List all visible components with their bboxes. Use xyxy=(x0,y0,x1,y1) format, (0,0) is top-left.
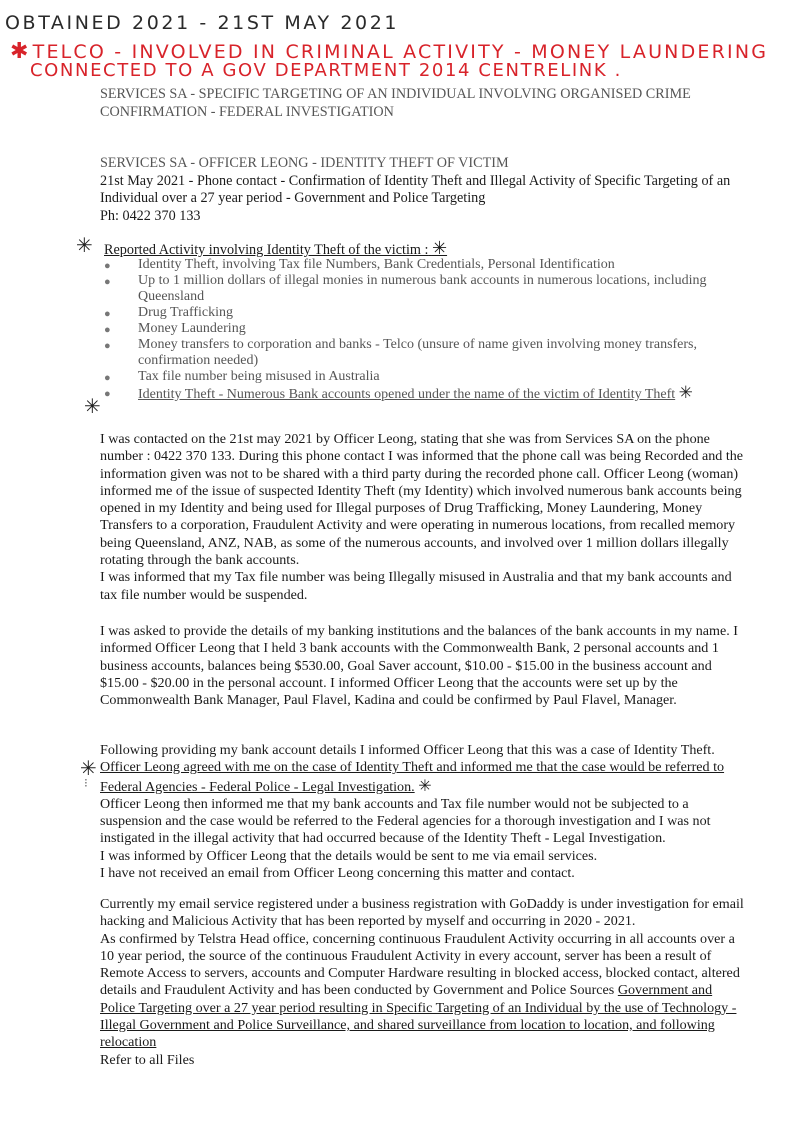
paragraph-text-start: As confirmed by Telstra Head office, concerning continuous Fraudulent Activity occurring in all accounts over a 10 year period, the source of the continuous Fraudulent Activity in every account, server has been a result of Remote Access to servers, accounts and Computer Hardware resulting in blocked access, blocked contact, altered details and Fraudulent Activity and has been conducted by Government and Police Sources xyxy=(100,930,740,999)
paragraph-text: Officer Leong then informed me that my bank accounts and Tax file number would not be subjected to a suspension and the case would be referred to the Federal agencies for a thorough investigation and I was not instigated in the illegal activity that had occurred because of the Identity Theft - Legal Investigation. xyxy=(100,795,711,847)
list-item xyxy=(104,321,754,337)
reported-activity-list xyxy=(104,257,754,403)
paragraph-federal-referral xyxy=(100,742,748,882)
paragraph-text: I was informed that my Tax file number was being Illegally misused in Australia and that my bank accounts and tax file number would be suspended. xyxy=(100,569,732,603)
list-item xyxy=(104,257,754,273)
reported-activity-title xyxy=(104,238,447,259)
list-item-text: Up to 1 million dollars of illegal monies in numerous bank accounts in numerous locations, including Queensland xyxy=(138,273,707,304)
bullet-icon: ● xyxy=(104,372,111,384)
hand-star-icon: ✳ xyxy=(84,394,101,418)
margin-dot-icon: ⁝ xyxy=(84,776,88,790)
paragraph-text: I was asked to provide the details of my banking institutions and the balances of the bank accounts in my name. I informed Officer Leong that I held 3 bank accounts with the Commonwealth Bank, 2 personal accounts and 1 business accounts, balances being $530.00, Goal Saver account, $10.00 - $15.00 in the business account and $15.00 - $20.00 in the personal account. I informed Officer Leong that the accounts were set up by the Commonwealth Bank Manager, Paul Flavel, Kadina and could be confirmed by Paul Flavel, Manager. xyxy=(100,623,738,709)
hand-star-icon: ✳ xyxy=(431,238,448,259)
reported-activity-title-text: Reported Activity involving Identity Theft of the victim : xyxy=(104,242,429,258)
bullet-icon: ● xyxy=(104,276,111,288)
paragraph-text-start: Following providing my bank account details I informed Officer Leong that this was a case of Identity Theft. xyxy=(100,742,715,758)
contact-summary: 21st May 2021 - Phone contact - Confirmation of Identity Theft and Illegal Activity of Specific Targeting of an Individual over a 27 year period - Government and Police Targeting xyxy=(100,172,731,206)
list-item xyxy=(104,369,754,385)
list-item-text: Money transfers to corporation and banks - Telco (unsure of name given involving money transfers, confirmation needed) xyxy=(138,337,698,368)
asterisk-icon: ✱ xyxy=(10,39,31,64)
handwritten-note-obtained: OBTAINED 2021 - 21ST MAY 2021 xyxy=(5,12,400,34)
bullet-icon: ● xyxy=(104,260,111,272)
paragraph-bank-details xyxy=(100,623,748,709)
paragraph-text-underlined: Officer Leong agreed with me on the case of Identity Theft and informed me that the case would be referred to Federal Agencies - Federal Police - Legal Investigation. xyxy=(100,759,725,795)
list-item xyxy=(104,385,754,403)
paragraph-text xyxy=(100,742,748,796)
paragraph-text xyxy=(100,931,748,1052)
list-item-text: Identity Theft - Numerous Bank accounts opened under the name of the victim of Identity Theft xyxy=(138,387,676,402)
handwritten-note-centrelink: CONNECTED TO A GOV DEPARTMENT 2014 CENTRELINK . xyxy=(30,60,622,81)
hand-star-icon: ✳ xyxy=(418,775,432,795)
paragraph-text: Currently my email service registered under a business registration with GoDaddy is under investigation for email hacking and Malicious Activity that has been reported by myself and occurring in 2020 - 2021. xyxy=(100,896,744,930)
paragraph-phone-contact xyxy=(100,431,748,604)
bullet-icon: ● xyxy=(104,340,111,352)
list-item xyxy=(104,305,754,321)
hand-star-icon: ✳ xyxy=(678,383,693,403)
bullet-icon: ● xyxy=(104,308,111,320)
phone-number: Ph: 0422 370 133 xyxy=(100,207,201,224)
list-item xyxy=(104,273,754,305)
paragraph-text-underlined: Government and Police Targeting over a 27 year period resulting in Specific Targeting of an Individual by the use of Technology - Illegal Government and Police Surveillance, and shared surveillance from location to location, and following relocation xyxy=(100,982,737,1051)
heading-line-2: CONFIRMATION - FEDERAL INVESTIGATION xyxy=(100,103,394,120)
officer-title: SERVICES SA - OFFICER LEONG - IDENTITY THEFT OF VICTIM xyxy=(100,155,509,171)
list-item xyxy=(104,337,754,369)
document-heading xyxy=(100,86,691,121)
list-item-text: Identity Theft, involving Tax file Numbers, Bank Credentials, Personal Identification xyxy=(138,257,615,272)
list-item-text: Drug Trafficking xyxy=(138,305,234,320)
paragraph-text: I have not received an email from Officer Leong concerning this matter and contact. xyxy=(100,865,575,882)
officer-contact-block xyxy=(100,155,750,225)
hand-star-icon: ✳ xyxy=(80,756,97,780)
paragraph-text: I was contacted on the 21st may 2021 by Officer Leong, stating that she was from Services SA on the phone number : 0422 370 133. During this phone contact I was informed that the phone call was being Recorded and the information given was not to be shared with a third party during the recorded phone call. Officer Leong (woman) informed me of the issue of suspected Identity Theft (my Identity) which involved numerous bank accounts being opened in my Identity and being used for Illegal purposes of Drug Trafficking, Money Laundering, Money Transfers to a corporation, Fraudulent Activity and were operating in numerous locations, from recalled memory being Queensland, ANZ, NAB, as some of the numerous accounts, and involved over 1 million dollars illegally rotating through the bank accounts. xyxy=(100,431,744,569)
paragraph-text: Refer to all Files xyxy=(100,1051,195,1068)
heading-line-1: SERVICES SA - SPECIFIC TARGETING OF AN INDIVIDUAL INVOLVING ORGANISED CRIME xyxy=(100,86,691,102)
list-item-text: Money Laundering xyxy=(138,321,246,336)
bullet-icon: ● xyxy=(104,388,111,400)
list-item-text: Tax file number being misused in Australia xyxy=(138,369,380,384)
hand-star-icon: ✳ xyxy=(76,233,93,257)
paragraph-text: I was informed by Officer Leong that the details would be sent to me via email services. xyxy=(100,847,598,864)
paragraph-email-investigation xyxy=(100,896,748,1069)
handwritten-note-telco-text: TELCO - INVOLVED IN CRIMINAL ACTIVITY - MONEY LAUNDERING xyxy=(32,41,769,63)
bullet-icon: ● xyxy=(104,324,111,336)
